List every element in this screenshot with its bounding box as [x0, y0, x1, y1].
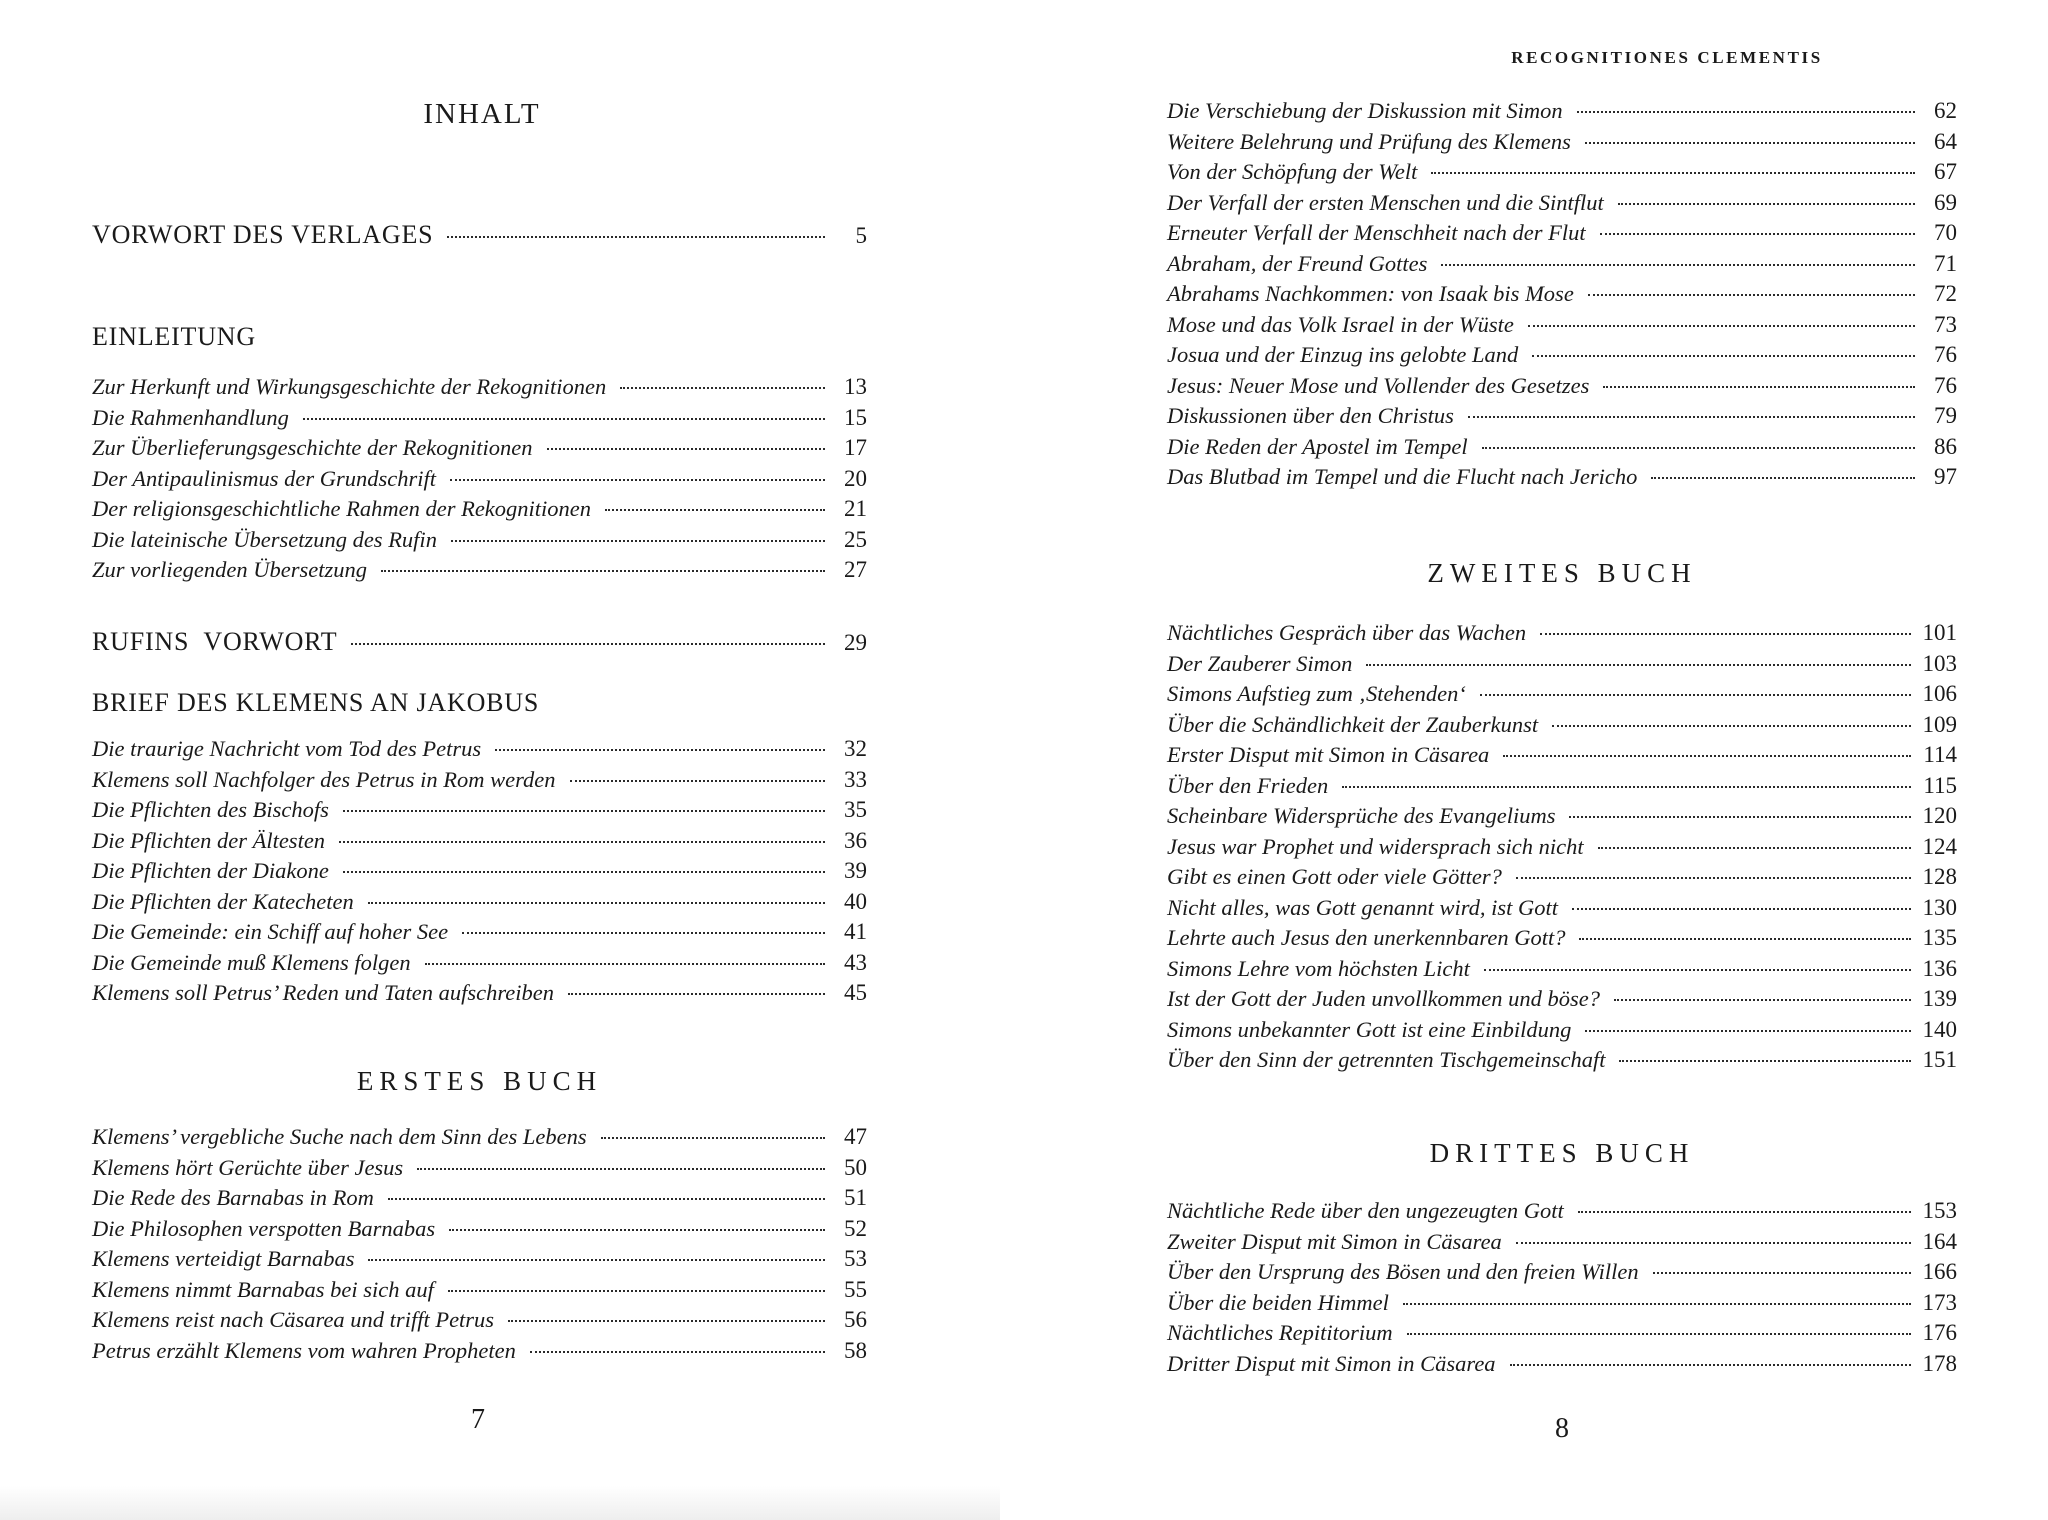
toc-entry[interactable]: [92, 527, 867, 558]
dot-leader: [1600, 233, 1915, 235]
toc-entry-title: Jesus war Prophet und widersprach sich nicht: [1167, 833, 1584, 859]
toc-entry-title: Ist der Gott der Juden unvollkommen und böse?: [1167, 986, 1601, 1011]
toc-entry-page: 55: [844, 1276, 867, 1302]
dot-leader: [417, 1168, 825, 1170]
toc-entry-page: 114: [1923, 742, 1957, 767]
dot-leader: [1603, 386, 1915, 388]
toc-entry-page: 43: [844, 949, 867, 975]
toc-entry[interactable]: [1167, 925, 1957, 956]
toc-entry-page: 130: [1922, 894, 1957, 920]
brief-heading: BRIEF DES KLEMENS AN JAKOBUS: [92, 688, 540, 717]
toc-entry-page: 36: [844, 827, 867, 853]
toc-entry-title: Die Reden der Apostel im Tempel: [1167, 433, 1468, 459]
toc-entry[interactable]: [1167, 681, 1957, 712]
toc-entry[interactable]: [92, 736, 867, 767]
toc-entry[interactable]: [1167, 281, 1957, 312]
toc-entry[interactable]: [1167, 651, 1957, 682]
dot-leader: [1407, 1333, 1911, 1335]
toc-entry-title: Erster Disput mit Simon in Cäsarea: [1167, 742, 1490, 767]
toc-entry-title: Scheinbare Widersprüche des Evangeliums: [1167, 803, 1556, 828]
toc-entry[interactable]: [1167, 342, 1957, 373]
toc-entry[interactable]: [92, 1124, 867, 1155]
toc-entry[interactable]: [1167, 773, 1957, 804]
toc-entry-page: 35: [844, 797, 867, 822]
rufin-entry[interactable]: [92, 627, 867, 667]
toc-entry-title: Die Gemeinde: ein Schiff auf hoher See: [92, 919, 449, 944]
toc-entry-title: Nicht alles, was Gott genannt wird, ist Gott: [1167, 894, 1559, 920]
toc-entry-page: 39: [844, 858, 867, 883]
dot-leader: [1441, 264, 1915, 266]
dot-leader: [1579, 938, 1910, 940]
dot-leader: [1482, 447, 1915, 449]
toc-entry[interactable]: [92, 919, 867, 950]
dot-leader: [601, 1137, 825, 1139]
dot-leader: [447, 236, 825, 238]
toc-entry[interactable]: [1167, 864, 1957, 895]
toc-entry-page: 32: [844, 736, 867, 761]
toc-entry-page: 62: [1934, 98, 1957, 123]
toc-entry[interactable]: [1167, 190, 1957, 221]
toc-entry-title: Abraham, der Freund Gottes: [1167, 250, 1428, 276]
erstes-buch-list: [92, 1124, 867, 1368]
toc-entry-title: Das Blutbad im Tempel und die Flucht nach Jericho: [1167, 464, 1638, 489]
dot-leader: [1552, 725, 1910, 727]
dot-leader: [1578, 1211, 1911, 1213]
dot-leader: [620, 387, 825, 389]
einleitung-list: [92, 374, 867, 588]
toc-entry-page: 17: [844, 435, 867, 460]
toc-entry[interactable]: [1167, 312, 1957, 343]
dot-leader: [1480, 694, 1911, 696]
toc-entry-page: 27: [844, 557, 867, 582]
toc-entry-page: 101: [1922, 620, 1957, 645]
toc-entry[interactable]: [1167, 373, 1957, 404]
dot-leader: [1468, 416, 1915, 418]
toc-entry-page: 76: [1934, 372, 1957, 398]
toc-entry-title: Dritter Disput mit Simon in Cäsarea: [1167, 1350, 1496, 1376]
toc-entry[interactable]: [92, 496, 867, 527]
toc-entry-page: 173: [1922, 1289, 1957, 1315]
dot-leader: [1577, 111, 1915, 113]
zweites-buch-list: [1167, 620, 1957, 1078]
toc-entry-title: Zur vorliegenden Übersetzung: [92, 557, 367, 582]
dot-leader: [1588, 294, 1915, 296]
toc-entry-page: 128: [1922, 864, 1957, 889]
toc-entry[interactable]: [1167, 251, 1957, 282]
toc-entry[interactable]: [1167, 1259, 1957, 1290]
drittes-buch-list: [1167, 1198, 1957, 1381]
toc-entry[interactable]: [1167, 1229, 1957, 1260]
toc-entry-page: 64: [1934, 128, 1957, 154]
toc-entry-page: 139: [1922, 986, 1957, 1011]
toc-entry-title: Die Pflichten des Bischofs: [92, 797, 329, 822]
dot-leader: [449, 1229, 825, 1231]
toc-entry-title: Jesus: Neuer Mose und Vollender des Gesetzes: [1167, 372, 1590, 398]
toc-entry-title: Nächtliche Rede über den ungezeugten Gott: [1167, 1198, 1564, 1223]
toc-entry-title: Klemens verteidigt Barnabas: [92, 1246, 355, 1271]
toc-entry-title: Klemens soll Nachfolger des Petrus in Rom werden: [92, 766, 556, 792]
toc-entry-title: Die Pflichten der Diakone: [92, 858, 329, 883]
toc-entry-page: 72: [1934, 281, 1957, 306]
dot-leader: [570, 780, 826, 782]
toc-entry-title: Erneuter Verfall der Menschheit nach der Flut: [1167, 220, 1586, 245]
dot-leader: [495, 749, 825, 751]
dot-leader: [448, 1290, 825, 1292]
toc-entry-page: 120: [1922, 803, 1957, 828]
page-edge-shade: [0, 1486, 1000, 1520]
toc-entry-title: Über die beiden Himmel: [1167, 1289, 1389, 1315]
toc-entry[interactable]: [1167, 712, 1957, 743]
toc-entry-title: Gibt es einen Gott oder viele Götter?: [1167, 864, 1502, 889]
toc-entry-page: 69: [1934, 189, 1957, 215]
toc-entry-title: Klemens reist nach Cäsarea und trifft Petrus: [92, 1307, 495, 1332]
page-number: 8: [1555, 1413, 1569, 1444]
dot-leader: [1484, 969, 1911, 971]
erstes-buch-cont-list: [1167, 98, 1957, 495]
rufin-label: RUFINS VORWORT: [92, 627, 338, 656]
toc-entry-title: Die Rede des Barnabas in Rom: [92, 1185, 374, 1210]
toc-entry-page: 178: [1922, 1350, 1957, 1376]
toc-entry-page: 15: [844, 404, 867, 430]
toc-entry-title: Die Philosophen verspotten Barnabas: [92, 1215, 436, 1241]
toc-entry[interactable]: [1167, 1198, 1957, 1229]
toc-entry-title: Über den Frieden: [1167, 772, 1329, 798]
toc-entry-page: 136: [1922, 955, 1957, 981]
toc-entry-title: Die lateinische Übersetzung des Rufin: [92, 526, 437, 552]
toc-entry[interactable]: [1167, 1017, 1957, 1048]
dot-leader: [1528, 325, 1915, 327]
dot-leader: [1540, 633, 1910, 635]
toc-entry-page: 109: [1922, 711, 1957, 737]
dot-leader: [303, 418, 825, 420]
toc-entry-title: Der Antipaulinismus der Grundschrift: [92, 465, 436, 491]
toc-entry-title: Zweiter Disput mit Simon in Cäsarea: [1167, 1228, 1502, 1254]
toc-entry-title: Die Pflichten der Ältesten: [92, 827, 326, 853]
toc-entry-page: 50: [844, 1154, 867, 1180]
toc-entry[interactable]: [1167, 1351, 1957, 1382]
toc-entry-page: 97: [1934, 464, 1957, 489]
toc-entry-title: Über den Ursprung des Bösen und den freien Willen: [1167, 1259, 1639, 1284]
drittes-buch-heading: DRITTES BUCH: [1429, 1138, 1695, 1168]
dot-leader: [451, 540, 825, 542]
toc-entry[interactable]: [92, 980, 867, 1011]
toc-entry-page: 153: [1922, 1198, 1957, 1223]
page-ref: 5: [855, 223, 867, 248]
toc-entry-title: Abrahams Nachkommen: von Isaak bis Mose: [1167, 281, 1574, 306]
toc-entry[interactable]: [1167, 620, 1957, 651]
dot-leader: [1585, 1030, 1910, 1032]
dot-leader: [1569, 816, 1910, 818]
toc-entry-title: Zur Herkunft und Wirkungsgeschichte der Rekognitionen: [92, 374, 607, 399]
dot-leader: [1431, 172, 1915, 174]
toc-entry-page: 41: [844, 919, 867, 944]
toc-entry-page: 71: [1934, 250, 1957, 276]
toc-entry-title: Nächtliches Gespräch über das Wachen: [1167, 620, 1527, 645]
toc-entry-title: Die Gemeinde muß Klemens folgen: [92, 949, 411, 975]
toc-entry-title: Weitere Belehrung und Prüfung des Klemens: [1167, 128, 1571, 154]
page-number: 7: [471, 1404, 485, 1435]
toc-entry[interactable]: [92, 374, 867, 405]
toc-entry-page: 106: [1922, 681, 1957, 706]
toc-entry[interactable]: [1167, 803, 1957, 834]
toc-entry-title: Nächtliches Repititorium: [1167, 1320, 1393, 1345]
toc-entry-page: 51: [844, 1185, 867, 1210]
einleitung-heading: EINLEITUNG: [92, 322, 256, 351]
toc-entry[interactable]: [1167, 1290, 1957, 1321]
toc-entry[interactable]: [1167, 129, 1957, 160]
toc-entry[interactable]: [92, 1216, 867, 1247]
toc-entry-page: 70: [1934, 220, 1957, 245]
toc-entry[interactable]: [92, 1155, 867, 1186]
dot-leader: [530, 1351, 825, 1353]
dot-leader: [1503, 755, 1911, 757]
toc-entry[interactable]: [92, 767, 867, 798]
dot-leader: [381, 570, 825, 572]
toc-entry-title: Der religionsgeschichtliche Rahmen der Rekognitionen: [92, 496, 592, 521]
toc-entry-page: 86: [1934, 433, 1957, 459]
toc-entry-title: Klemens soll Petrus’ Reden und Taten aufschreiben: [92, 980, 555, 1005]
toc-entry[interactable]: [1167, 956, 1957, 987]
toc-entry[interactable]: [92, 1277, 867, 1308]
toc-entry[interactable]: [1167, 98, 1957, 129]
toc-entry[interactable]: [92, 466, 867, 497]
dot-leader: [343, 810, 825, 812]
toc-entry[interactable]: [92, 858, 867, 889]
toc-entry-page: 76: [1934, 342, 1957, 367]
dot-leader: [1619, 1060, 1910, 1062]
dot-leader: [450, 479, 825, 481]
dot-leader: [1516, 1242, 1911, 1244]
toc-entry-page: 67: [1934, 159, 1957, 184]
toc-entry-page: 151: [1922, 1047, 1957, 1072]
dot-leader: [568, 993, 825, 995]
toc-entry-title: Über den Sinn der getrennten Tischgemeinschaft: [1167, 1047, 1606, 1072]
toc-entry-page: 164: [1922, 1228, 1957, 1254]
dot-leader: [1618, 203, 1915, 205]
toc-entry[interactable]: [92, 889, 867, 920]
dot-leader: [425, 963, 825, 965]
dot-leader: [1585, 142, 1915, 144]
right-page: [1000, 0, 2048, 1520]
dot-leader: [351, 643, 825, 645]
toc-entry-page: 21: [844, 496, 867, 521]
toc-entry[interactable]: [92, 435, 867, 466]
toc-entry-page: 47: [844, 1124, 867, 1149]
toc-entry-page: 79: [1934, 403, 1957, 428]
toc-entry[interactable]: [92, 1307, 867, 1338]
dot-leader: [368, 902, 825, 904]
dot-leader: [1532, 355, 1915, 357]
toc-entry[interactable]: [92, 797, 867, 828]
toc-entry[interactable]: [1167, 159, 1957, 190]
toc-entry[interactable]: [1167, 742, 1957, 773]
dot-leader: [339, 841, 825, 843]
toc-entry-title: Lehrte auch Jesus den unerkennbaren Gott?: [1167, 925, 1566, 950]
toc-entry[interactable]: [1167, 1047, 1957, 1078]
toc-entry[interactable]: [1167, 403, 1957, 434]
dot-leader: [605, 509, 825, 511]
toc-entry-title: Simons Aufstieg zum ‚Stehenden‘: [1167, 681, 1466, 706]
dot-leader: [508, 1320, 825, 1322]
toc-entry-title: Die Pflichten der Katecheten: [92, 888, 354, 914]
toc-entry-title: Simons Lehre vom höchsten Licht: [1167, 955, 1470, 981]
toc-entry[interactable]: [92, 557, 867, 588]
toc-entry-title: Klemens nimmt Barnabas bei sich auf: [92, 1276, 434, 1302]
toc-entry-page: 13: [844, 374, 867, 399]
zweites-buch-heading: ZWEITES BUCH: [1427, 558, 1697, 588]
toc-entry-page: 52: [844, 1215, 867, 1241]
dot-leader: [1403, 1303, 1911, 1305]
toc-entry-page: 40: [844, 888, 867, 914]
dot-leader: [1653, 1272, 1911, 1274]
dot-leader: [1516, 877, 1911, 879]
dot-leader: [547, 448, 825, 450]
dot-leader: [462, 932, 825, 934]
toc-entry-page: 73: [1934, 311, 1957, 337]
toc-entry-title: Von der Schöpfung der Welt: [1167, 159, 1418, 184]
toc-entry-page: 56: [844, 1307, 867, 1332]
toc-entry-title: Diskussionen über den Christus: [1167, 403, 1454, 428]
toc-entry-page: 33: [844, 766, 867, 792]
dot-leader: [1510, 1364, 1911, 1366]
toc-entry[interactable]: [92, 1185, 867, 1216]
dot-leader: [388, 1198, 825, 1200]
page-ref: 29: [844, 630, 867, 655]
toc-entry-title: Die traurige Nachricht vom Tod des Petrus: [92, 736, 482, 761]
toc-entry-title: Zur Überlieferungsgeschichte der Rekognitionen: [92, 435, 533, 460]
dot-leader: [368, 1259, 825, 1261]
toc-entry-title: Josua und der Einzug ins gelobte Land: [1167, 342, 1519, 367]
toc-entry[interactable]: [1167, 434, 1957, 465]
toc-entry[interactable]: [92, 1246, 867, 1277]
dot-leader: [1598, 847, 1911, 849]
toc-entry-page: 124: [1922, 833, 1957, 859]
toc-entry[interactable]: [92, 828, 867, 859]
toc-entry[interactable]: [92, 950, 867, 981]
toc-entry-page: 25: [844, 526, 867, 552]
vorwort-entry[interactable]: [92, 220, 867, 260]
toc-entry-page: 140: [1922, 1016, 1957, 1042]
erstes-buch-heading: ERSTES BUCH: [356, 1066, 603, 1096]
toc-entry[interactable]: [1167, 986, 1957, 1017]
brief-list: [92, 736, 867, 1011]
toc-entry[interactable]: [1167, 895, 1957, 926]
dot-leader: [343, 871, 825, 873]
toc-entry-title: Der Verfall der ersten Menschen und die Sintflut: [1167, 189, 1604, 215]
dot-leader: [1342, 786, 1911, 788]
toc-entry-page: 135: [1922, 925, 1957, 950]
toc-entry-page: 176: [1922, 1320, 1957, 1345]
running-head: RECOGNITIONES CLEMENTIS: [1511, 48, 1823, 67]
toc-entry-title: Die Verschiebung der Diskussion mit Simon: [1167, 98, 1563, 123]
toc-entry-title: Mose und das Volk Israel in der Wüste: [1167, 311, 1514, 337]
toc-entry-title: Petrus erzählt Klemens vom wahren Propheten: [92, 1337, 516, 1363]
toc-entry-title: Simons unbekannter Gott ist eine Einbildung: [1167, 1016, 1572, 1042]
toc-entry[interactable]: [1167, 1320, 1957, 1351]
toc-entry-title: Die Rahmenhandlung: [92, 404, 289, 430]
toc-entry[interactable]: [1167, 834, 1957, 865]
toc-entry-page: 166: [1922, 1259, 1957, 1284]
toc-entry[interactable]: [1167, 220, 1957, 251]
dot-leader: [1614, 999, 1910, 1001]
toc-entry-page: 58: [844, 1337, 867, 1363]
toc-entry[interactable]: [92, 405, 867, 436]
dot-leader: [1651, 477, 1915, 479]
toc-entry-page: 115: [1923, 772, 1957, 798]
toc-entry[interactable]: [1167, 464, 1957, 495]
dot-leader: [1366, 664, 1910, 666]
toc-entry-page: 53: [844, 1246, 867, 1271]
toc-entry-title: Klemens hört Gerüchte über Jesus: [92, 1154, 404, 1180]
toc-entry-title: Der Zauberer Simon: [1167, 650, 1353, 676]
vorwort-label: VORWORT DES VERLAGES: [92, 220, 434, 249]
toc-entry-title: Über die Schändlichkeit der Zauberkunst: [1167, 711, 1539, 737]
toc-entry-page: 45: [844, 980, 867, 1005]
toc-entry-page: 103: [1922, 650, 1957, 676]
toc-title: INHALT: [423, 98, 541, 130]
toc-entry[interactable]: [92, 1338, 867, 1369]
dot-leader: [1572, 908, 1910, 910]
left-page: [0, 0, 1000, 1520]
toc-entry-title: Klemens’ vergebliche Suche nach dem Sinn des Lebens: [92, 1124, 587, 1149]
toc-entry-page: 20: [844, 465, 867, 491]
